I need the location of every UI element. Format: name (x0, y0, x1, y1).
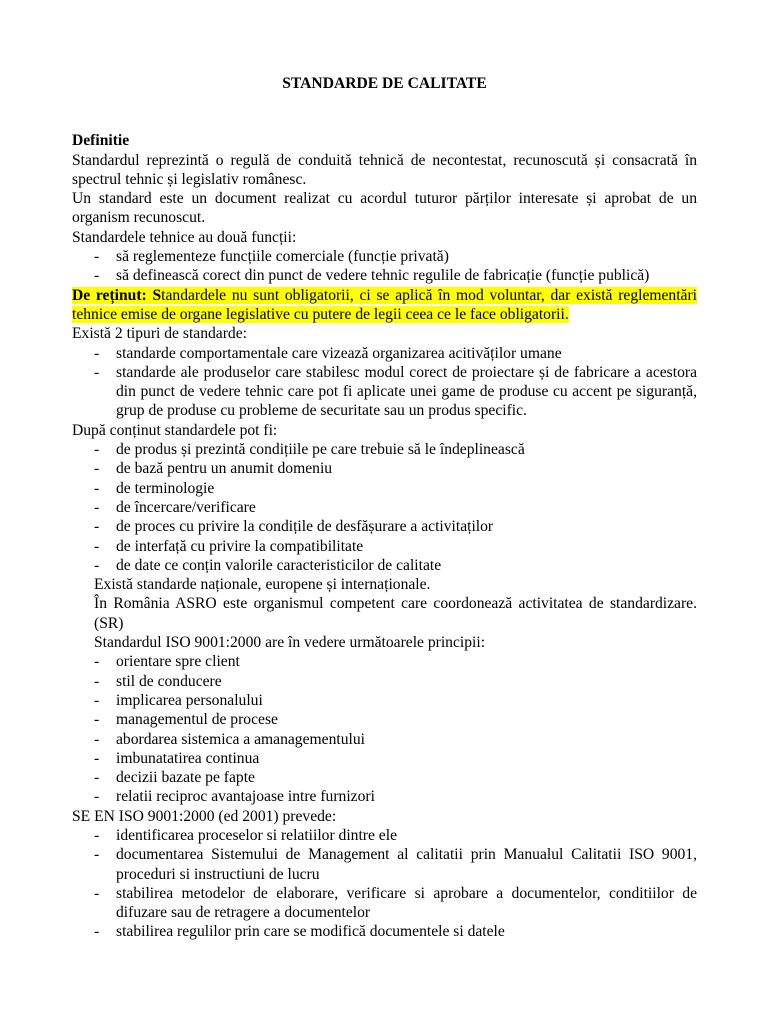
en-iso-intro: SE EN ISO 9001:2000 (ed 2001) prevede: (72, 807, 337, 825)
section-heading: Definitie (72, 132, 130, 150)
list-item: - să definească corect din punct de vedere tehnic regulile de fabricație (funcție publică) (72, 266, 697, 285)
list-item: - stabilirea regulilor prin care se modifică documentele si datele (72, 922, 697, 941)
list-item: - de bază pentru un anumit domeniu (72, 459, 697, 478)
list-item: - implicarea personalului (72, 691, 697, 710)
note-text: tandardele nu sunt obligatorii, ci se aplică în mod voluntar, dar există reglementări tehnice emise de organe legislative cu putere de legii ceea ce le face obligatorii. (72, 286, 698, 323)
en-iso-list (72, 826, 697, 942)
content-intro: După conținut standardele pot fi: (72, 421, 278, 439)
asro-paragraph: În România ASRO este organismul competent care coordonează activitatea de standardizare. (SR) (94, 595, 697, 632)
list-item: - de date ce conțin valorile caracteristicilor de calitate (72, 556, 697, 575)
list-item: - managementul de procese (72, 710, 697, 729)
list-item: - standarde ale produselor care stabilesc modul corect de proiectare și de fabricare a acestora din punct de vedere tehnic care pot fi aplicate unei game de produse cu accent pe siguranță, grup de produse cu probleme de securitate sau un produs specific. (72, 363, 697, 421)
functions-intro: Standardele tehnice au două funcții: (72, 228, 297, 246)
document-body (72, 74, 697, 942)
content-list (72, 440, 697, 575)
list-item: - de proces cu privire la condițile de desfășurare a activitaților (72, 517, 697, 536)
list-item: - de produs și prezintă condițiile pe care trebuie să le îndeplinească (72, 440, 697, 459)
types-intro: Există 2 tipuri de standarde: (72, 325, 247, 343)
list-item: - de terminologie (72, 479, 697, 498)
definition-paragraph: Standardul reprezintă o regulă de conduită tehnică de necontestat, recunoscută și consacrată în spectrul tehnic și legislativ românesc. (72, 151, 697, 188)
list-item: - de încercare/verificare (72, 498, 697, 517)
types-list (72, 344, 697, 421)
list-item: - orientare spre client (72, 652, 697, 671)
note-label: De reținut: S (72, 286, 162, 304)
definition-paragraph: Un standard este un document realizat cu acordul tuturor părților interesate și aprobat de un organism recunoscut. (72, 190, 697, 227)
iso-intro: Standardul ISO 9001:2000 are în vedere următoarele principii: (94, 634, 486, 652)
list-item: - abordarea sistemica a amanagementului (72, 730, 697, 749)
list-item: - imbunatatirea continua (72, 749, 697, 768)
iso-principles-list (72, 652, 697, 806)
list-item: - decizii bazate pe fapte (72, 768, 697, 787)
list-item: - să reglementeze funcțiile comerciale (funcție privată) (72, 247, 697, 266)
highlighted-note (72, 286, 697, 325)
list-item: - de interfață cu privire la compatibilitate (72, 537, 697, 556)
functions-list (72, 247, 697, 286)
document-title: STANDARDE DE CALITATE (282, 75, 487, 92)
list-item: - stabilirea metodelor de elaborare, verificare si aprobare a documentelor, conditiilor de difuzare sau de retragere a documentelor (72, 884, 697, 923)
list-item: - documentarea Sistemului de Management al calitatii prin Manualul Calitatii ISO 9001, proceduri si instructiuni de lucru (72, 845, 697, 884)
list-item: - standarde comportamentale care vizează organizarea acitivăților umane (72, 344, 697, 363)
list-item: - stil de conducere (72, 672, 697, 691)
national-paragraph: Există standarde naționale, europene și internaționale. (94, 576, 431, 594)
list-item: - relatii reciproc avantajoase intre furnizori (72, 787, 697, 806)
list-item: - identificarea proceselor si relatiilor dintre ele (72, 826, 697, 845)
